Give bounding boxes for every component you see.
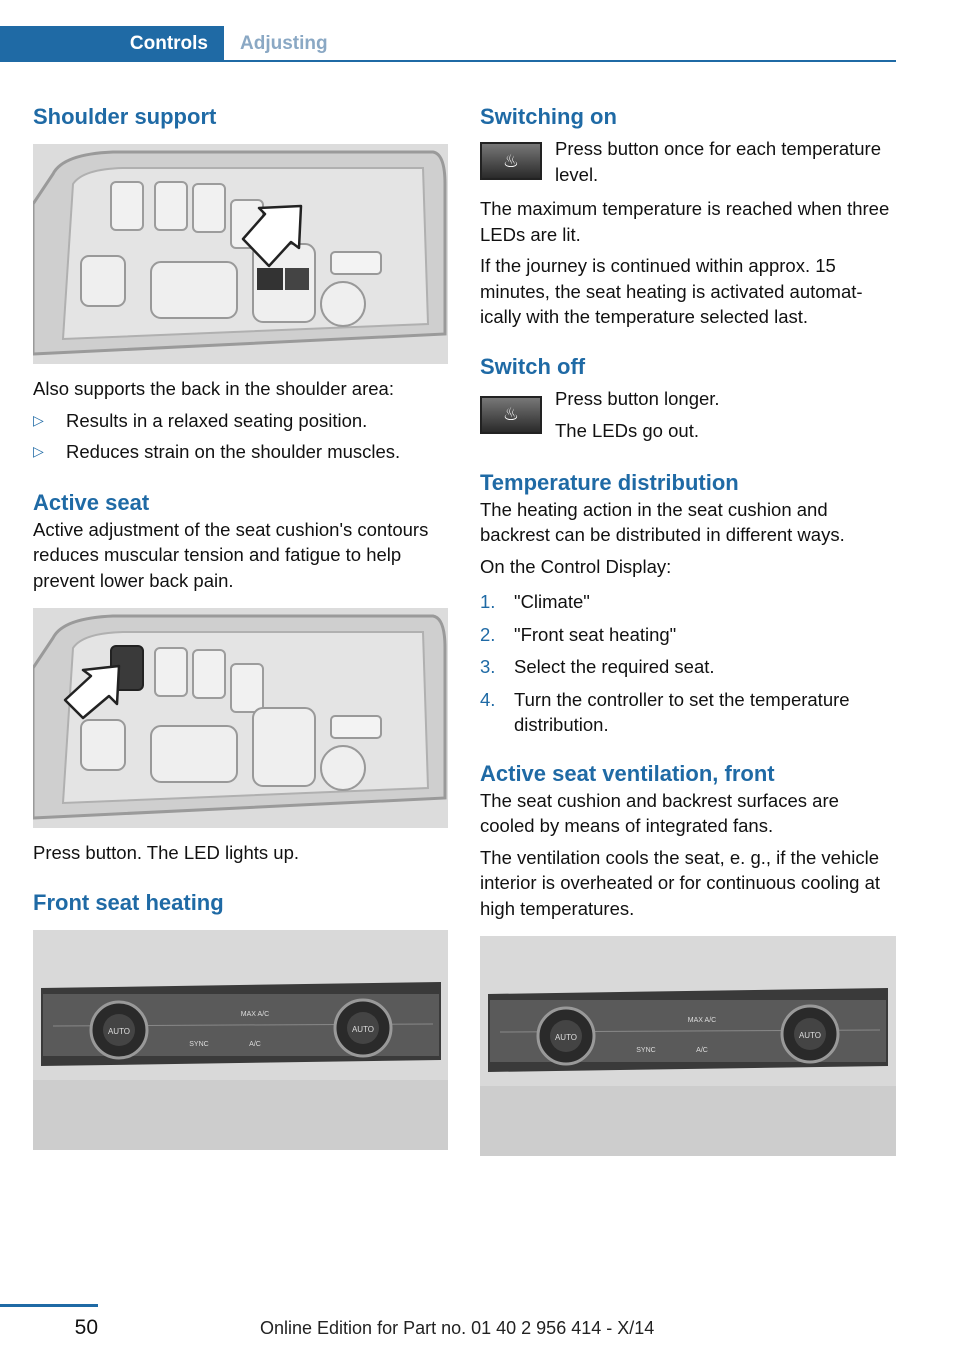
seat-controls-photo-active [33, 608, 448, 828]
triangle-bullet-icon: ▷ [33, 443, 44, 459]
svg-text:MAX A/C: MAX A/C [687, 1017, 717, 1024]
shoulder-intro: Also supports the back in the shoulder area: [33, 378, 394, 399]
switch-off-line1: Press button longer. [555, 387, 720, 409]
page-header [0, 0, 960, 64]
section-tab-controls[interactable]: Controls [0, 26, 224, 62]
seat-heating-button-icon: ♨ [480, 396, 542, 434]
active-seat-instruction: Press button. The LED lights up. [33, 842, 300, 863]
switch-off-row [480, 388, 896, 448]
climate-panel-illustration [480, 936, 896, 1156]
list-item: 2. "Front seat heating" [480, 623, 677, 645]
heading-active-seat: Active seat [33, 489, 150, 515]
footer-rule [0, 1304, 98, 1307]
control-display-steps [480, 589, 896, 738]
svg-text:A/C: A/C [249, 1040, 261, 1048]
switch-off-line2: The LEDs go out. [555, 419, 699, 441]
svg-text:AUTO: AUTO [351, 1024, 375, 1034]
temp-distribution-text: The heating action in the seat cushion and backrest can be distributed in different ways. [480, 498, 845, 545]
climate-panel-illustration [33, 930, 448, 1150]
svg-text:MAX A/C: MAX A/C [240, 1010, 270, 1018]
shoulder-benefits-list [33, 408, 448, 465]
list-item: 1. "Climate" [480, 591, 590, 612]
list-item: 4. Turn the controller to set the temperature distribution. [480, 688, 850, 735]
page-number: 50 [74, 1316, 98, 1339]
seat-heating-button-icon: ♨ [480, 142, 542, 180]
svg-text:AUTO: AUTO [554, 1033, 578, 1042]
switching-on-text: Press button once for each temperature level. [555, 138, 881, 185]
seat-controls-illustration [33, 144, 448, 364]
heading-switch-off: Switch off [480, 353, 586, 379]
svg-text:A/C: A/C [696, 1047, 708, 1054]
right-column [480, 100, 896, 1156]
svg-text:AUTO: AUTO [798, 1031, 822, 1040]
header-rule [224, 60, 896, 62]
climate-panel-photo-left [33, 930, 448, 1150]
seat-controls-photo-shoulder [33, 144, 448, 364]
control-display-lead: On the Control Display: [480, 555, 672, 577]
section-tab-adjusting[interactable]: Adjusting [240, 33, 328, 54]
switching-on-row [480, 140, 896, 196]
edition-footer: Online Edition for Part no. 01 40 2 956 414 - X/14 [260, 1318, 655, 1338]
triangle-bullet-icon: ▷ [33, 411, 44, 428]
climate-panel-photo-right [480, 936, 896, 1156]
ventilation-text-2: The ventilation cools the seat, e. g., if the vehicle interior is overheated or for continuous cooling at high temperatures. [480, 846, 881, 919]
svg-text:AUTO: AUTO [107, 1026, 131, 1036]
heading-front-seat-heating: Front seat heating [33, 889, 224, 915]
ventilation-text-1: The seat cushion and backrest surfaces are cooled by means of integrated fans. [480, 789, 839, 836]
left-column [33, 100, 448, 1150]
list-item: 3. Select the required seat. [480, 656, 715, 677]
journey-continue-text: If the journey is continued within approx. 15 minutes, the seat heating is activated automatically with the temperature selected last. [480, 255, 863, 327]
svg-text:SYNC: SYNC [636, 1047, 656, 1054]
heading-switching-on: Switching on [480, 104, 617, 129]
list-item: ▷ Results in a relaxed seating position. [33, 408, 448, 434]
heading-temperature-distribution: Temperature distribution [480, 469, 739, 495]
active-seat-text: Active adjustment of the seat cushion's contours reduces muscular tension and fatigue to help prevent lower back pain. [33, 518, 429, 591]
list-item: ▷ Reduces strain on the shoulder muscles. [33, 439, 448, 465]
heading-shoulder-support: Shoulder support [33, 104, 217, 129]
seat-controls-illustration [33, 608, 448, 828]
heading-seat-ventilation: Active seat ventilation, front [480, 760, 775, 786]
max-temp-text: The maximum temperature is reached when three LEDs are lit. [480, 198, 890, 245]
svg-text:SYNC: SYNC [189, 1040, 209, 1048]
